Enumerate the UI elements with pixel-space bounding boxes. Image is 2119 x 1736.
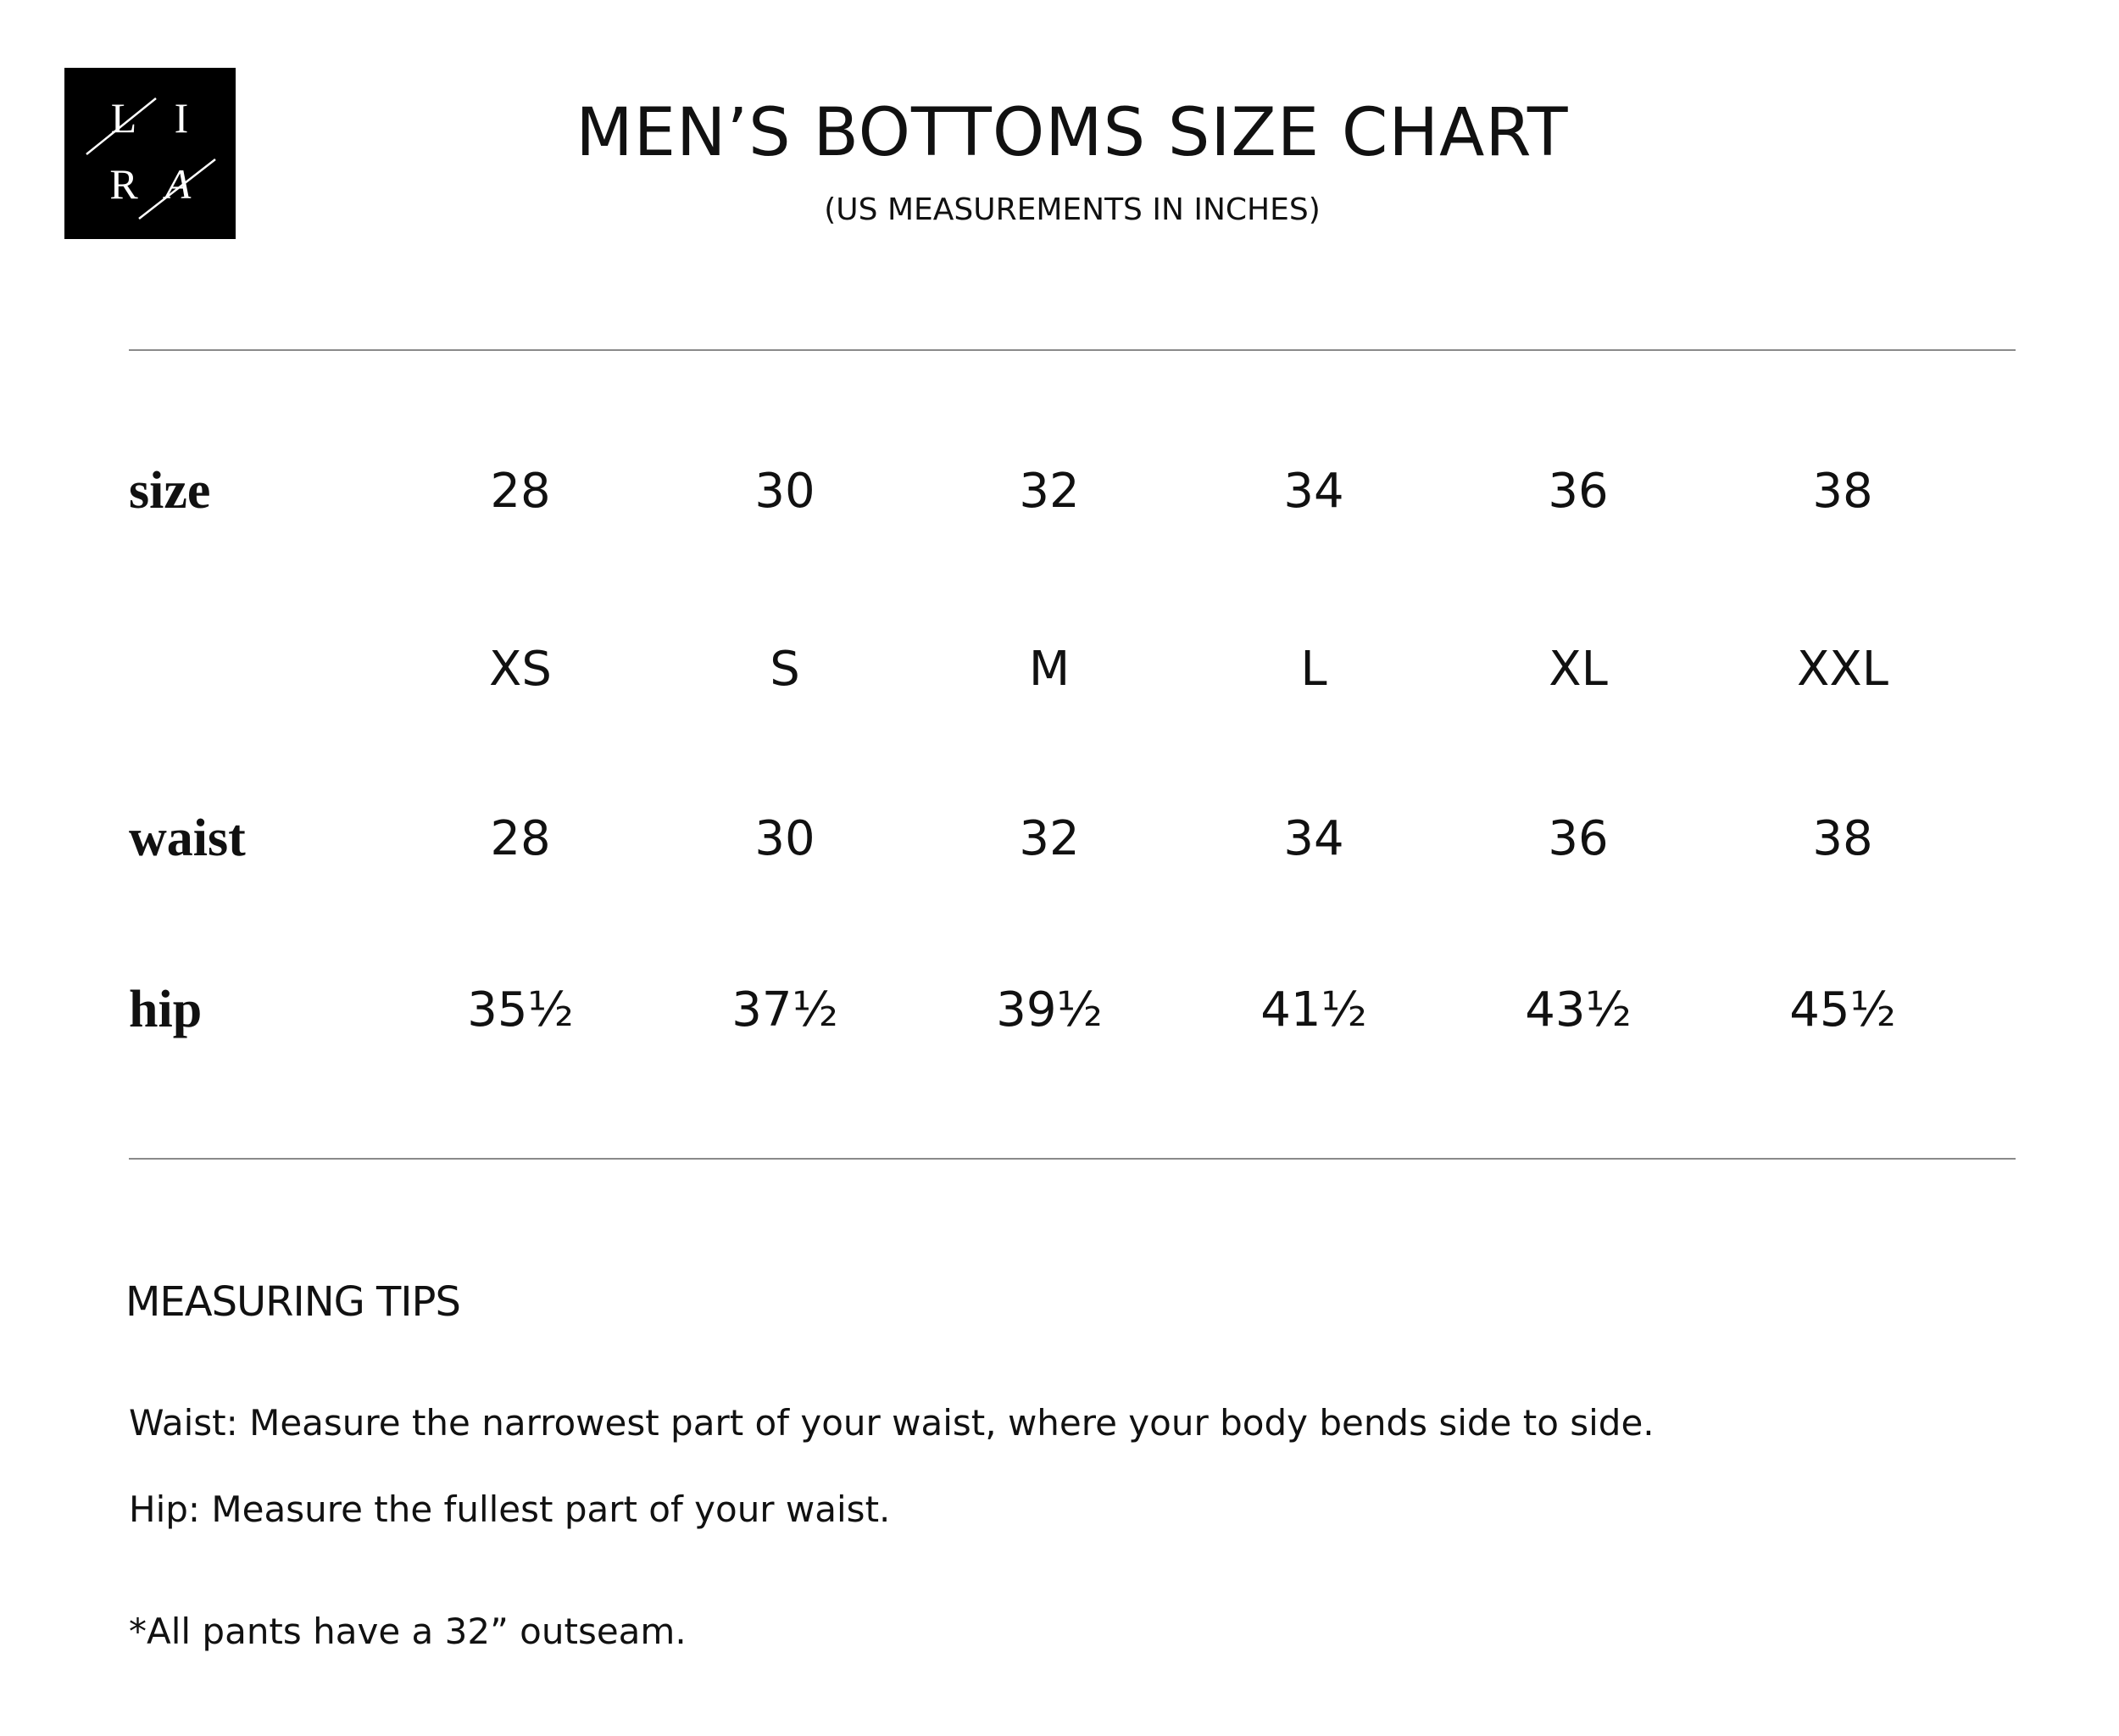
cell-size-34: 34 — [1283, 464, 1344, 519]
cell-hip-32: 39½ — [996, 982, 1103, 1038]
tip-waist: Waist: Measure the narrowest part of your waist, where your body bends side to side. — [129, 1402, 1655, 1444]
logo-letter-2: I — [174, 94, 189, 142]
cell-hip-28: 35½ — [467, 982, 574, 1038]
row-label-hip: hip — [129, 981, 203, 1038]
cell-hip-38: 45½ — [1789, 982, 1896, 1038]
page-subtitle: (US MEASUREMENTS IN INCHES) — [824, 192, 1321, 227]
cell-waist-32: 32 — [1019, 811, 1080, 866]
cell-size-32: 32 — [1019, 464, 1080, 519]
cell-hip-30: 37½ — [731, 982, 838, 1038]
cell-waist-34: 34 — [1283, 811, 1344, 866]
row-label-waist: waist — [129, 810, 246, 867]
divider-top — [129, 349, 2016, 351]
cell-letter-s: S — [770, 642, 800, 697]
logo-letter-1: L — [110, 94, 137, 142]
cell-waist-30: 30 — [754, 811, 815, 866]
tip-hip: Hip: Measure the fullest part of your waist. — [129, 1488, 891, 1530]
cell-letter-l: L — [1300, 642, 1327, 697]
outseam-note: *All pants have a 32” outseam. — [129, 1611, 687, 1652]
page-title: MEN’S BOTTOMS SIZE CHART — [576, 95, 1569, 171]
cell-letter-m: M — [1028, 642, 1071, 697]
logo-letter-3: R — [109, 160, 138, 208]
divider-bottom — [129, 1158, 2016, 1160]
cell-letter-xxl: XXL — [1797, 642, 1888, 697]
logo-letter-4: A — [164, 160, 192, 208]
row-label-size: size — [129, 462, 211, 520]
cell-size-38: 38 — [1812, 464, 1873, 519]
cell-hip-34: 41½ — [1260, 982, 1367, 1038]
cell-waist-38: 38 — [1812, 811, 1873, 866]
cell-waist-36: 36 — [1548, 811, 1609, 866]
cell-hip-36: 43½ — [1525, 982, 1632, 1038]
cell-waist-28: 28 — [490, 811, 551, 866]
cell-letter-xs: XS — [489, 642, 552, 697]
cell-size-36: 36 — [1548, 464, 1609, 519]
cell-letter-xl: XL — [1549, 642, 1608, 697]
cell-size-28: 28 — [490, 464, 551, 519]
cell-size-30: 30 — [754, 464, 815, 519]
tips-heading: MEASURING TIPS — [125, 1278, 460, 1326]
